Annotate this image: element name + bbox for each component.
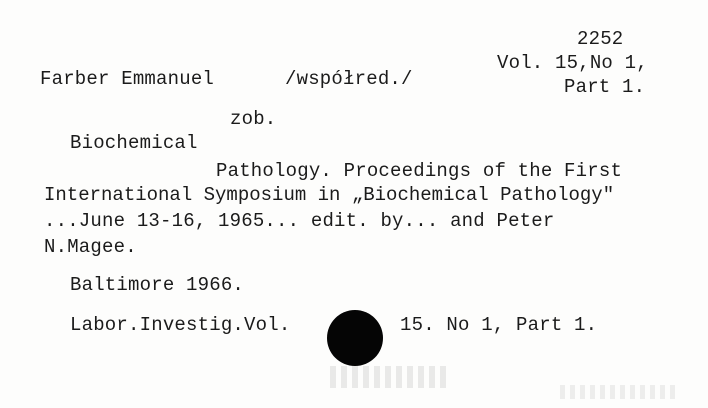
title-line: ...June 13-16, 1965... edit. by... and Peter xyxy=(44,210,555,232)
author-name: Farber Emmanuel xyxy=(40,68,215,90)
imprint: Baltimore 1966. xyxy=(70,274,245,296)
reverse-side-bleed-through xyxy=(330,366,450,388)
title-line: Pathology. Proceedings of the First xyxy=(216,160,623,182)
volume-line: Vol. 15,No 1, xyxy=(497,52,648,74)
title-line: N.Magee. xyxy=(44,236,137,258)
reverse-side-bleed-through xyxy=(560,385,680,399)
title-line: Biochemical xyxy=(70,132,198,154)
author-role: /współred./ xyxy=(285,68,413,90)
title-line: International Symposium in „Biochemical Pathology" xyxy=(44,184,615,206)
see-reference: zob. xyxy=(230,108,277,130)
call-number: 2252 xyxy=(577,28,624,50)
series-prefix: Labor.Investig.Vol. xyxy=(70,314,291,336)
punch-hole xyxy=(327,310,383,366)
part-line: Part 1. xyxy=(564,76,646,98)
series-suffix: 15. No 1, Part 1. xyxy=(400,314,598,336)
